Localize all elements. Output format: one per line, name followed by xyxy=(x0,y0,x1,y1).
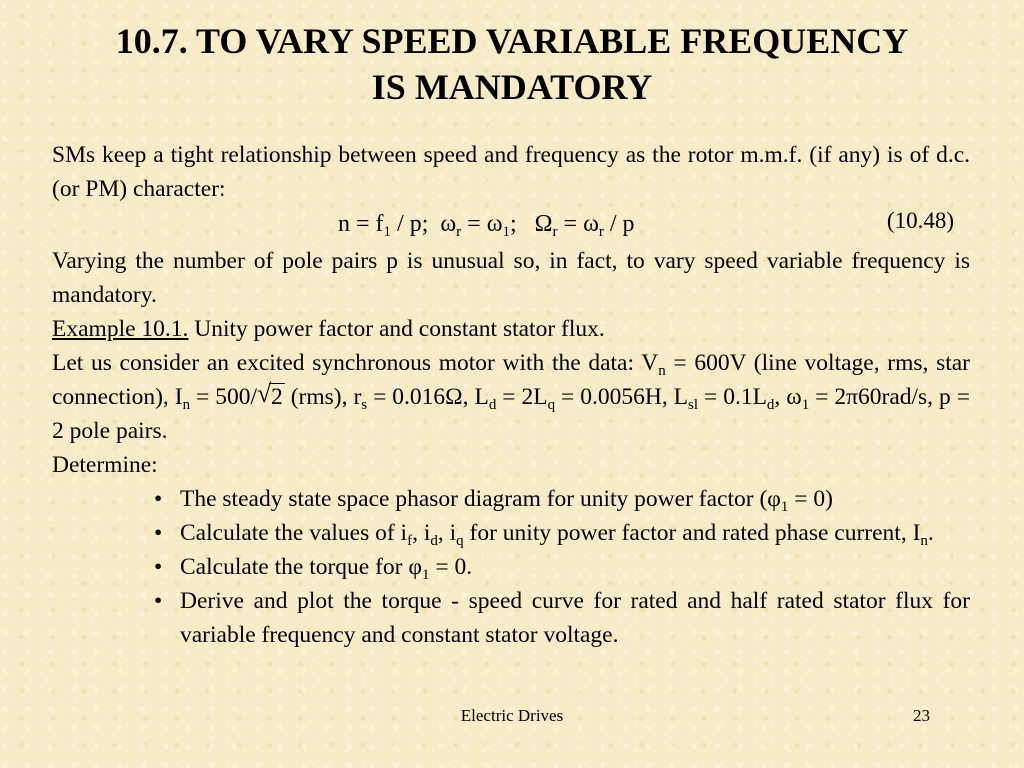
equation-10-48: $n = f_1 / p$; $\omega_r = \omega_1$; $\Omega_r = \omega_r / p$ xyxy=(338,211,635,240)
list-item: • Calculate the torque for $\varphi_1 = 0$. xyxy=(154,550,970,584)
bullet-icon: • xyxy=(154,554,163,580)
task-list xyxy=(52,482,970,652)
list-item: • The steady state space phasor diagram for unity power factor $(\varphi_1 = 0)$ xyxy=(154,482,970,516)
bullet-icon: • xyxy=(154,520,163,546)
example-heading xyxy=(52,312,970,346)
footer-title: Electric Drives xyxy=(460,706,564,725)
list-item: • Calculate the values of $i_f$, $i_d$, $i_q$ for unity power factor and rated phase current, $I_n$. xyxy=(154,516,970,550)
list-item: • Derive and plot the torque - speed curve for rated and half rated stator flux for variable frequency and constant stator voltage. xyxy=(154,584,970,652)
slide-title xyxy=(40,18,984,110)
determine-label: Determine: xyxy=(52,452,158,478)
example-data-paragraph: Let us consider an excited synchronous motor with the data: $V_n = 600V$ (line voltage, rms, star connection), $I_n = 500/$ √ 2 (rms), $r_s = 0.016\Omega$, $L_d = 2L_q = 0.0056H$, $L_{sl} = 0.1L_d$, $\omega_1 = 2\pi 60rad/s$, p = 2 pole pairs. xyxy=(52,350,970,444)
page-number: 23 xyxy=(913,706,930,725)
slide-title-line-1: 10.7. TO VARY SPEED VARIABLE FREQUENCY xyxy=(115,21,909,61)
example-title: Unity power factor and constant stator flux. xyxy=(188,316,605,342)
equation-row xyxy=(52,206,970,244)
pole-pairs-paragraph: Varying the number of pole pairs p is unusual so, in fact, to vary speed variable frequency is mandatory. xyxy=(52,248,970,308)
sqrt-two: √ 2 xyxy=(257,379,283,410)
example-label: Example 10.1. xyxy=(52,316,189,342)
slide-body xyxy=(52,138,970,652)
bullet-icon: • xyxy=(154,486,163,512)
intro-paragraph: SMs keep a tight relationship between speed and frequency as the rotor m.m.f. (if any) is of d.c. (or PM) character: xyxy=(52,142,970,202)
equation-number: (10.48) xyxy=(886,208,954,233)
slide-title-line-2: IS MANDATORY xyxy=(371,67,653,107)
bullet-icon: • xyxy=(154,588,163,614)
